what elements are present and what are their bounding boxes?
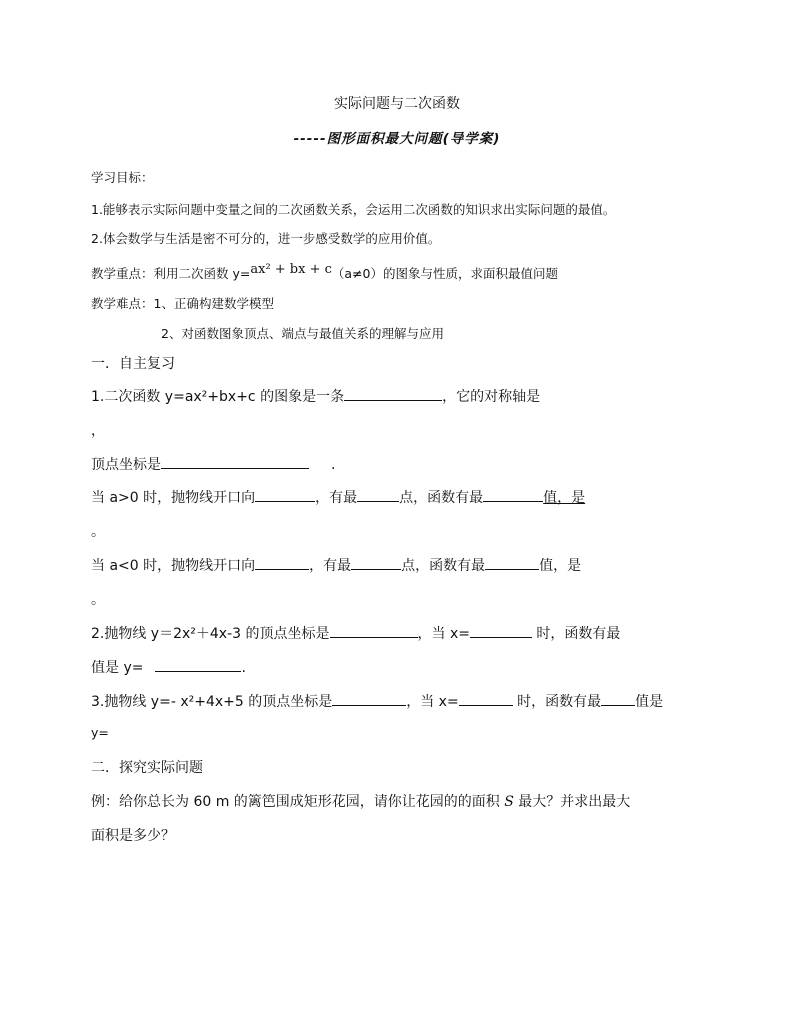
q1-aneg-text-2: ，有最 [309, 558, 352, 574]
q2-blank-y[interactable] [155, 657, 241, 672]
q1-apos-text-1: 当 a>0 时，抛物线开口向 [91, 490, 256, 506]
section-1-heading: 一．自主复习 [91, 356, 175, 372]
question-3-line-1 [91, 691, 663, 711]
q1-apos-text-3: 点，函数有最 [399, 490, 484, 506]
q1-dot-2: 。 [91, 592, 105, 608]
q3-blank-max-min[interactable] [601, 691, 635, 706]
q1-blank-curve[interactable] [344, 386, 442, 401]
q1-aneg-blank-open[interactable] [255, 555, 309, 570]
q1-text-a: 1.二次函数 y=ax²+bx+c 的图象是一条 [91, 389, 345, 405]
q2-text-a: 2.抛物线 y＝2x²＋4x-3 的顶点坐标是 [91, 626, 330, 642]
example-variable-s: S [504, 794, 514, 810]
question-1-a-negative [91, 555, 581, 575]
q3-text-d: 值是 [635, 694, 664, 710]
q3-text-a: 3.抛物线 y=- x²+4x+5 的顶点坐标是 [91, 694, 333, 710]
q1-apos-blank-point[interactable] [357, 487, 399, 502]
q2-text-b: ，当 x= [417, 626, 470, 642]
q1-apos-text-2: ，有最 [315, 490, 358, 506]
q1-aneg-blank-point[interactable] [351, 555, 401, 570]
question-2-line-2 [91, 657, 246, 677]
page-subtitle: -----图形面积最大问题(导学案) [293, 131, 501, 147]
teaching-difficulty-1: 教学难点：1、正确构建数学模型 [91, 296, 274, 311]
q3-blank-vertex[interactable] [332, 691, 406, 706]
page-title: 实际问题与二次函数 [334, 96, 460, 112]
q2-period: . [241, 660, 246, 676]
q1-text-b: ，它的对称轴是 [442, 389, 541, 405]
example-line-1 [91, 791, 630, 811]
objective-1: 1.能够表示实际问题中变量之间的二次函数关系，会运用二次函数的知识求出实际问题的最值。 [91, 202, 616, 217]
q1-aneg-text-1: 当 a<0 时，抛物线开口向 [91, 558, 256, 574]
q2-blank-vertex[interactable] [330, 623, 418, 638]
teaching-focus [91, 264, 558, 282]
q3-text-c: 时，函数有最 [512, 694, 602, 710]
q1-apos-text-4: 值，是 [543, 490, 586, 506]
q1-aneg-blank-value[interactable] [485, 555, 539, 570]
q1-aneg-text-4: 值，是 [539, 558, 582, 574]
q1-apos-blank-value[interactable] [483, 487, 543, 502]
focus-suffix: （a≠0）的图象与性质，求面积最值问题 [331, 266, 558, 281]
objectives-heading: 学习目标： [91, 170, 154, 185]
q3-y-label: y= [91, 725, 109, 740]
focus-prefix: 教学重点：利用二次函数 y= [91, 266, 251, 281]
question-1-a-positive [91, 487, 585, 507]
q1-dot-1: 。 [91, 524, 105, 540]
teaching-difficulty-2: 2、对函数图象顶点、端点与最值关系的理解与应用 [161, 326, 444, 341]
q1-apos-blank-open[interactable] [255, 487, 315, 502]
q2-text-d: 值是 y= [91, 660, 144, 676]
q2-text-c: 时，函数有最 [531, 626, 621, 642]
example-line-2: 面积是多少？ [91, 828, 175, 844]
q1-aneg-text-3: 点，函数有最 [401, 558, 486, 574]
q3-text-b: ，当 x= [406, 694, 459, 710]
focus-equation: ax² + bx + c [250, 262, 332, 277]
q1-period: . [331, 457, 336, 473]
question-2-line-1 [91, 623, 620, 643]
q3-blank-x[interactable] [459, 691, 513, 706]
q1-blank-vertex[interactable] [161, 454, 309, 469]
section-2-heading: 二．探究实际问题 [91, 760, 203, 776]
objective-2: 2.体会数学与生活是密不可分的，进一步感受数学的应用价值。 [91, 231, 441, 246]
q1-comma: ， [91, 423, 105, 439]
question-1-vertex [91, 454, 335, 474]
q2-blank-x[interactable] [470, 623, 532, 638]
example-text-a: 例：给你总长为 60 m 的篱笆围成矩形花园，请你让花园的的面积 [91, 794, 505, 810]
question-1-line-1 [91, 386, 540, 406]
example-text-b: 最大？并求出最大 [513, 794, 631, 810]
q1-vertex-label: 顶点坐标是 [91, 457, 161, 473]
